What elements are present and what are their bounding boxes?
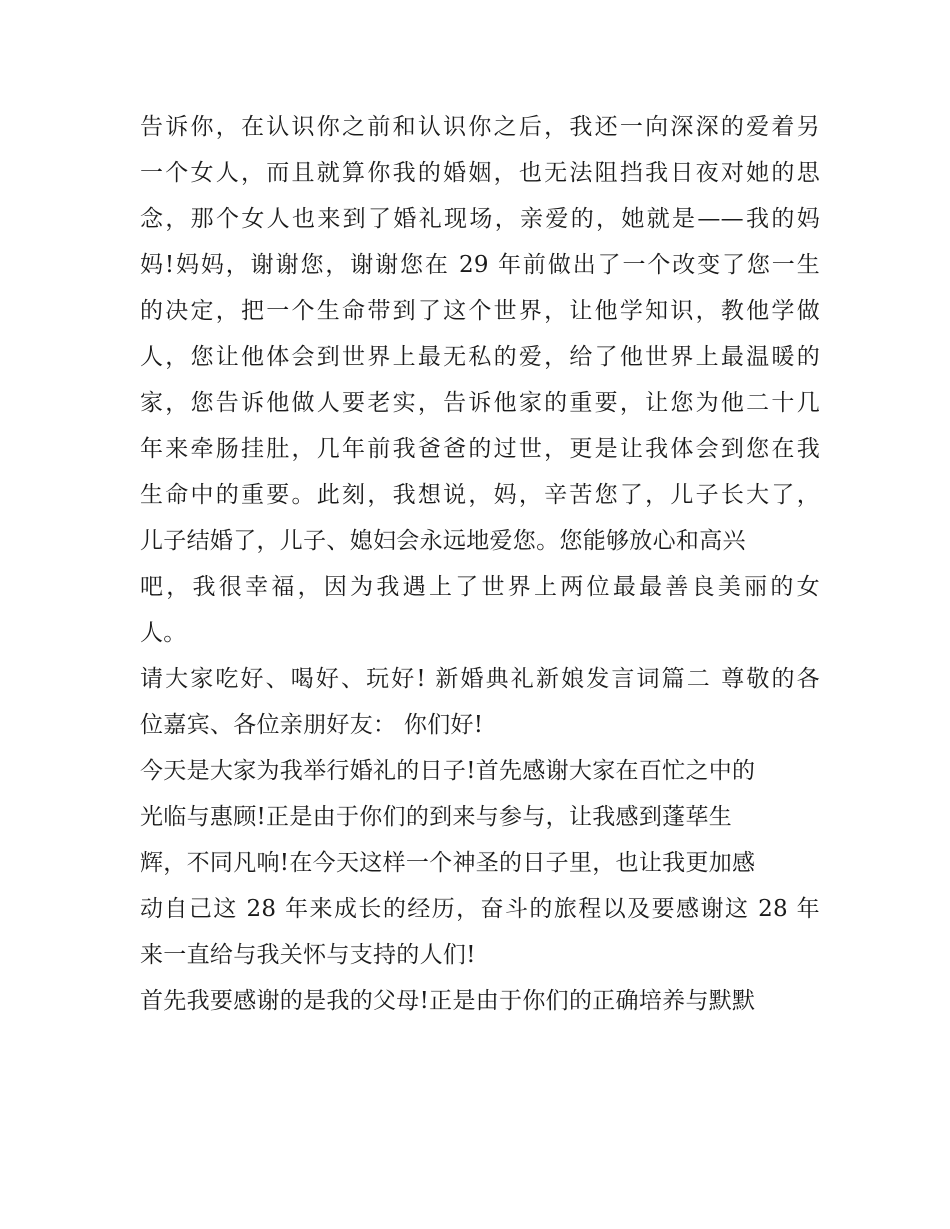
text-line: 动自己这 28 年来成长的经历，奋斗的旅程以及要感谢这 28 年 <box>140 896 820 922</box>
text-line: 妈!妈妈，谢谢您，谢谢您在 29 年前做出了一个改变了您一生 <box>140 252 820 278</box>
text-line: 吧，我很幸福，因为我遇上了世界上两位最最善良美丽的女 <box>140 574 820 600</box>
text-line: 请大家吃好、喝好、玩好! 新婚典礼新娘发言词篇二 尊敬的各 <box>140 666 820 692</box>
text-line: 告诉你，在认识你之前和认识你之后，我还一向深深的爱着另 <box>140 114 820 140</box>
text-line: 念，那个女人也来到了婚礼现场，亲爱的，她就是——我的妈 <box>140 206 820 232</box>
text-line: 生命中的重要。此刻，我想说，妈，辛苦您了，儿子长大了， <box>140 482 820 508</box>
text-line: 儿子结婚了，儿子、媳妇会永远地爱您。您能够放心和高兴 <box>140 528 746 554</box>
text-line: 位嘉宾、各位亲朋好友： 你们好! <box>140 712 484 738</box>
text-line: 来一直给与我关怀与支持的人们! <box>140 942 476 968</box>
text-line: 的决定，把一个生命带到了这个世界，让他学知识，教他学做 <box>140 298 820 324</box>
text-line: 人，您让他体会到世界上最无私的爱，给了他世界上最温暖的 <box>140 344 820 370</box>
text-line: 家，您告诉他做人要老实，告诉他家的重要，让您为他二十几 <box>140 390 820 416</box>
text-line: 今天是大家为我举行婚礼的日子!首先感谢大家在百忙之中的 <box>140 758 756 784</box>
text-line: 一个女人，而且就算你我的婚姻，也无法阻挡我日夜对她的思 <box>140 160 820 186</box>
text-line: 首先我要感谢的是我的父母!正是由于你们的正确培养与默默 <box>140 988 756 1014</box>
text-line: 年来牵肠挂肚，几年前我爸爸的过世，更是让我体会到您在我 <box>140 436 820 462</box>
text-line: 人。 <box>140 620 187 646</box>
text-line: 辉，不同凡响!在今天这样一个神圣的日子里，也让我更加感 <box>140 850 756 876</box>
body-text <box>140 104 820 1024</box>
text-line: 光临与惠顾!正是由于你们的到来与参与，让我感到蓬荜生 <box>140 804 733 830</box>
